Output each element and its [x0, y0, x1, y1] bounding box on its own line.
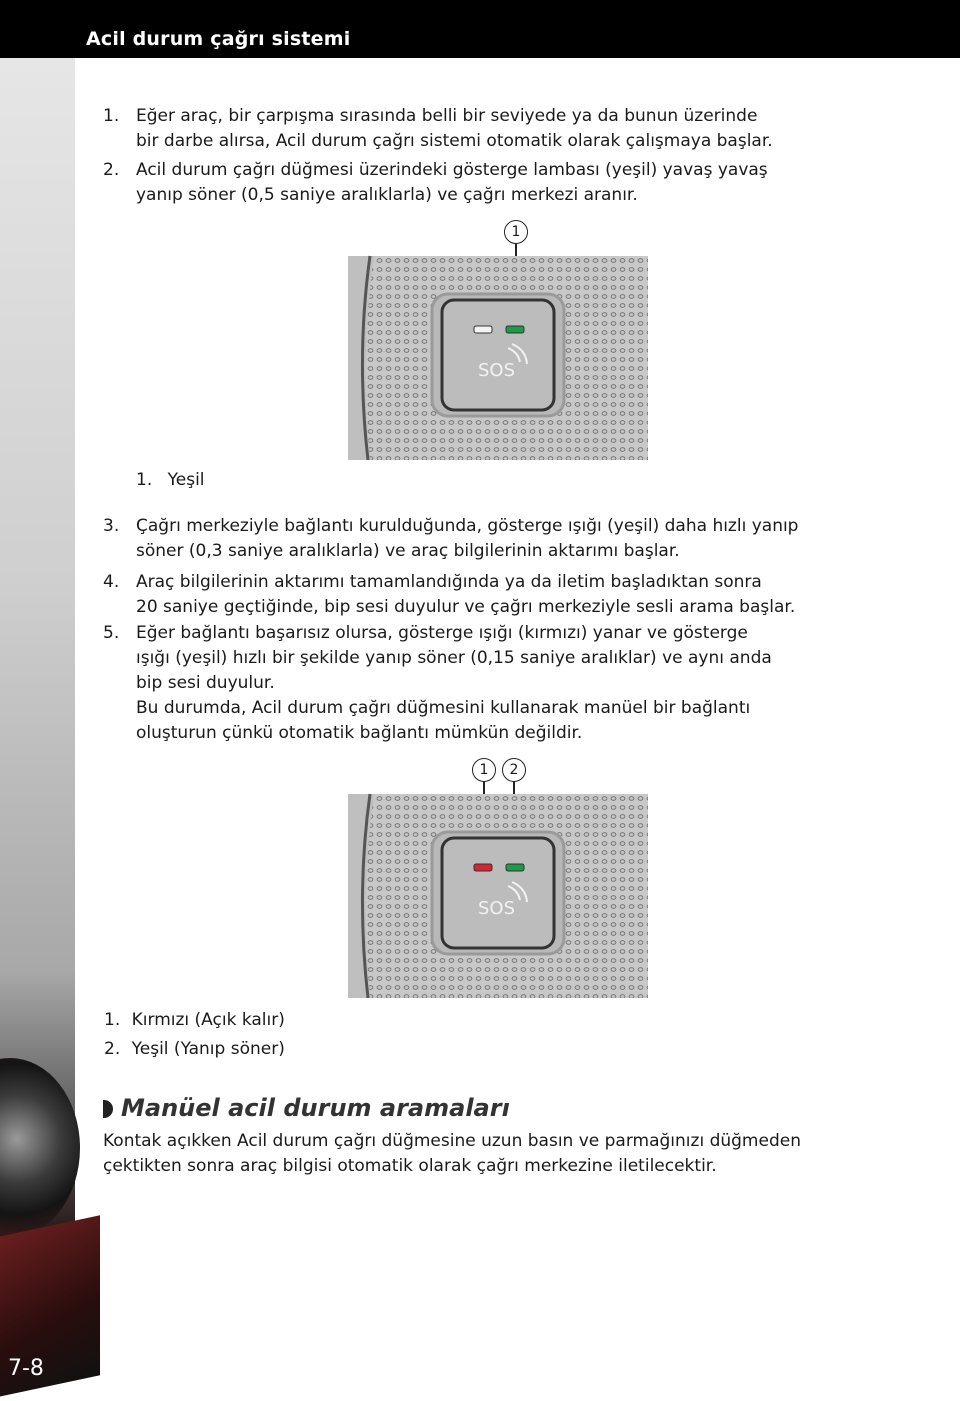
figure2-caption-1	[104, 1010, 285, 1030]
sidebar-decoration	[0, 58, 75, 1381]
step-text: Çağrı merkeziyle bağlantı kurulduğunda, gösterge ışığı (yeşil) daha hızlı yanıp söner (0,3 saniye aralıklarla) ve araç bilgilerinin aktarımı başlar.	[136, 516, 799, 561]
step-text: Eğer bağlantı başarısız olursa, gösterge ışığı (kırmızı) yanar ve gösterge ışığı (yeşil) hızlı bir şekilde yanıp söner (0,15 saniye aralıklar) ve aynı anda bip sesi duyulur. Bu durumda, Acil durum çağrı düğmesini kullanarak manüel bir bağlantı oluşturun çünkü otomatik bağlantı mümkün değildir.	[136, 623, 772, 743]
sos-button-figure-1	[348, 256, 648, 460]
section-body: Kontak açıkken Acil durum çağrı düğmesine uzun basın ve parmağınızı düğmeden çektikten sonra araç bilgisi otomatik olarak çağrı merkezine iletilecektir.	[103, 1131, 801, 1176]
page-header	[0, 0, 960, 58]
caption-text: Yeşil (Yanıp söner)	[131, 1039, 285, 1059]
step-number: 1.	[103, 106, 120, 126]
step-item	[103, 514, 843, 564]
caption-number: 2.	[104, 1039, 121, 1059]
caption-text: Kırmızı (Açık kalır)	[131, 1010, 285, 1030]
step-text: Eğer araç, bir çarpışma sırasında belli bir seviyede ya da bunun üzerinde bir darbe alırsa, Acil durum çağrı sistemi otomatik olarak çalışmaya başlar.	[136, 106, 773, 151]
step-item	[103, 158, 843, 208]
figure2-caption-2	[104, 1039, 285, 1059]
step-number: 5.	[103, 623, 120, 643]
step-number: 3.	[103, 516, 120, 536]
step-item	[103, 104, 843, 154]
car-headlight-image	[0, 1058, 80, 1238]
callout-2: 2	[502, 758, 526, 782]
svg-text:SOS: SOS	[478, 898, 516, 919]
step-text: Acil durum çağrı düğmesi üzerindeki gösterge lambası (yeşil) yavaş yavaş yanıp söner (0,5 saniye aralıklarla) ve çağrı merkezi aranır.	[136, 160, 768, 205]
section-title	[103, 1094, 510, 1122]
sos-button-figure-2	[348, 794, 648, 998]
sos-panel-illustration	[348, 794, 648, 998]
caption-text: Yeşil	[167, 470, 205, 490]
caption-number: 1.	[136, 470, 153, 490]
page-number: 7-8	[8, 1356, 44, 1381]
section-title-text: Manüel acil durum aramaları	[121, 1094, 510, 1122]
step-text: Araç bilgilerinin aktarımı tamamlandığında ya da iletim başladıktan sonra 20 saniye geçtiğinde, bip sesi duyulur ve çağrı merkeziyle sesli arama başlar.	[136, 572, 796, 617]
sos-panel-illustration	[348, 256, 648, 460]
figure1-caption	[136, 470, 205, 490]
step-item	[103, 621, 843, 746]
caption-number: 1.	[104, 1010, 121, 1030]
header-title: Acil durum çağrı sistemi	[86, 28, 351, 50]
callout-1: 1	[472, 758, 496, 782]
section-marker-icon	[103, 1100, 113, 1118]
step-number: 4.	[103, 572, 120, 592]
step-number: 2.	[103, 160, 120, 180]
svg-text:SOS: SOS	[478, 360, 516, 381]
step-item	[103, 570, 843, 620]
callout-1: 1	[504, 220, 528, 244]
